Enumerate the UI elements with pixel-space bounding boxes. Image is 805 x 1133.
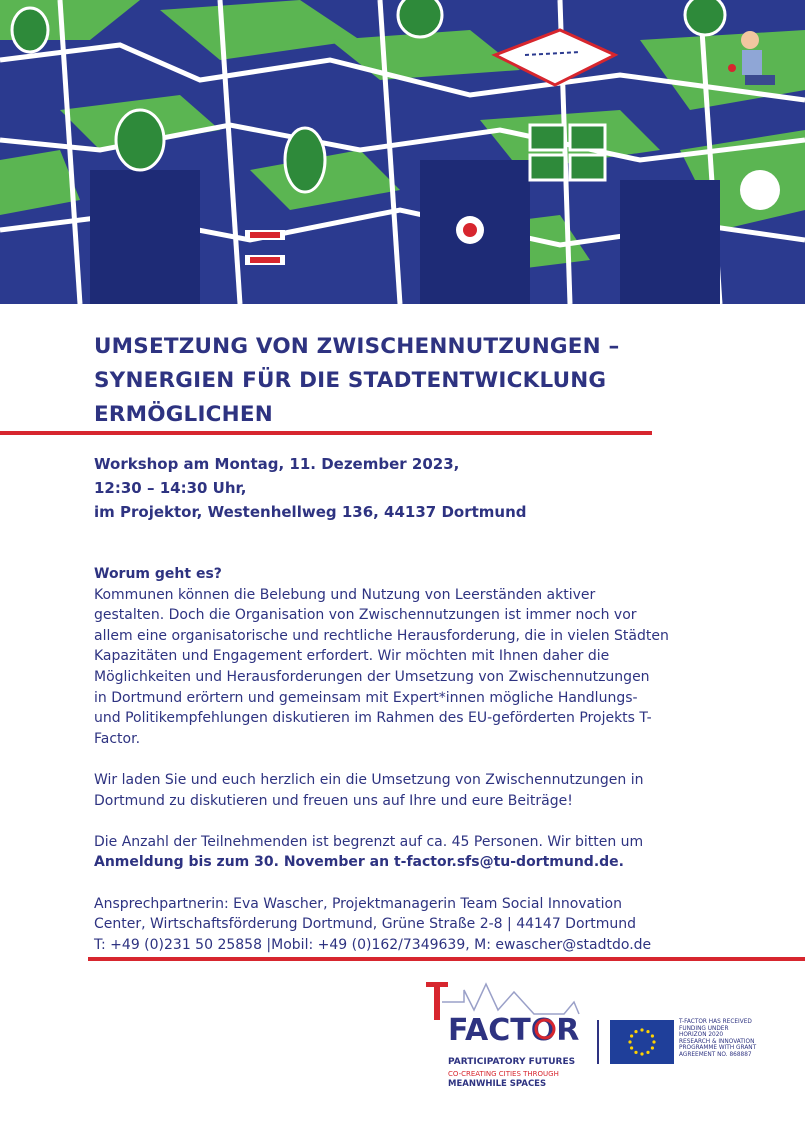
eu-funding-line: HORIZON 2020 [679, 1032, 724, 1039]
eu-flag-icon [610, 1020, 674, 1064]
intro-line: Kapazitäten und Engagement erfordert. Wir möchten mit Ihnen daher die [94, 648, 610, 665]
logo-wordmark: FACTOR [448, 1013, 580, 1048]
title-line: UMSETZUNG VON ZWISCHENNUTZUNGEN – [94, 334, 620, 359]
eu-funding-line: AGREEMENT NO. 868887 [679, 1051, 752, 1058]
title-line: SYNERGIEN FÜR DIE STADTENTWICKLUNG [94, 368, 607, 393]
contact-line: Center, Wirtschaftsförderung Dortmund, Grüne Straße 2-8 | 44147 Dortmund [94, 916, 637, 933]
isometric-city-illustration [0, 0, 805, 304]
event-details [94, 452, 527, 524]
intro-line: allem eine organisatorische und rechtliche Herausforderung, die in vielen Städten [94, 627, 669, 644]
event-date: Workshop am Montag, 11. Dezember 2023, [94, 455, 460, 473]
eu-funding-line: PROGRAMME WITH GRANT [679, 1045, 757, 1052]
page-title [94, 330, 734, 432]
title-line: ERMÖGLICHEN [94, 402, 273, 427]
intro-line: Kommunen können die Belebung und Nutzung von Leerständen aktiver [94, 586, 596, 603]
logo-separator [597, 1020, 599, 1064]
intro-line: in Dortmund erörtern und gemeinsam mit Expert*innen mögliche Handlungs- [94, 689, 638, 706]
eu-funding-line: T-FACTOR HAS RECEIVED [679, 1019, 752, 1025]
event-time: 12:30 – 14:30 Uhr, [94, 479, 247, 497]
title-divider [0, 431, 652, 435]
intro-line: Factor. [94, 730, 141, 747]
hero-illustration [0, 0, 805, 304]
intro-line: gestalten. Doch die Organisation von Zwischennutzungen ist immer noch vor [94, 607, 637, 624]
section-heading: Worum geht es? [94, 566, 222, 582]
eu-funding-line: RESEARCH & INNOVATION [679, 1038, 755, 1045]
intro-line: und Politikempfehlungen diskutieren im Rahmen des EU-geförderten Projekts T- [94, 710, 652, 727]
t-factor-logo [424, 980, 586, 1090]
invite-line: Dortmund zu diskutieren und freuen uns auf Ihre und eure Beiträge! [94, 792, 573, 809]
logo-tagline: CO-CREATING CITIES THROUGH [448, 1070, 559, 1078]
logo-tagline: MEANWHILE SPACES [448, 1079, 547, 1089]
contact-line: Ansprechpartnerin: Eva Wascher, Projektmanagerin Team Social Innovation [94, 895, 622, 912]
eu-funding-notice [679, 1019, 789, 1059]
intro-line: Möglichkeiten und Herausforderungen der Umsetzung von Zwischennutzungen [94, 668, 650, 685]
eu-funding-line: FUNDING UNDER [679, 1025, 729, 1032]
contact-line: T: +49 (0)231 50 25858 |Mobil: +49 (0)162/7349639, M: ewascher@stadtdo.de [94, 936, 652, 953]
registration-line: Die Anzahl der Teilnehmenden ist begrenzt auf ca. 45 Personen. Wir bitten um [94, 833, 644, 850]
event-location: im Projektor, Westenhellweg 136, 44137 Dortmund [94, 503, 527, 521]
logo-tagline: PARTICIPATORY FUTURES [448, 1057, 576, 1067]
invite-line: Wir laden Sie und euch herzlich ein die Umsetzung von Zwischennutzungen in [94, 771, 644, 788]
registration-deadline[interactable]: Anmeldung bis zum 30. November an t-factor.sfs@tu-dortmund.de. [94, 854, 624, 871]
footer-divider [88, 957, 805, 961]
body-text [94, 564, 734, 955]
